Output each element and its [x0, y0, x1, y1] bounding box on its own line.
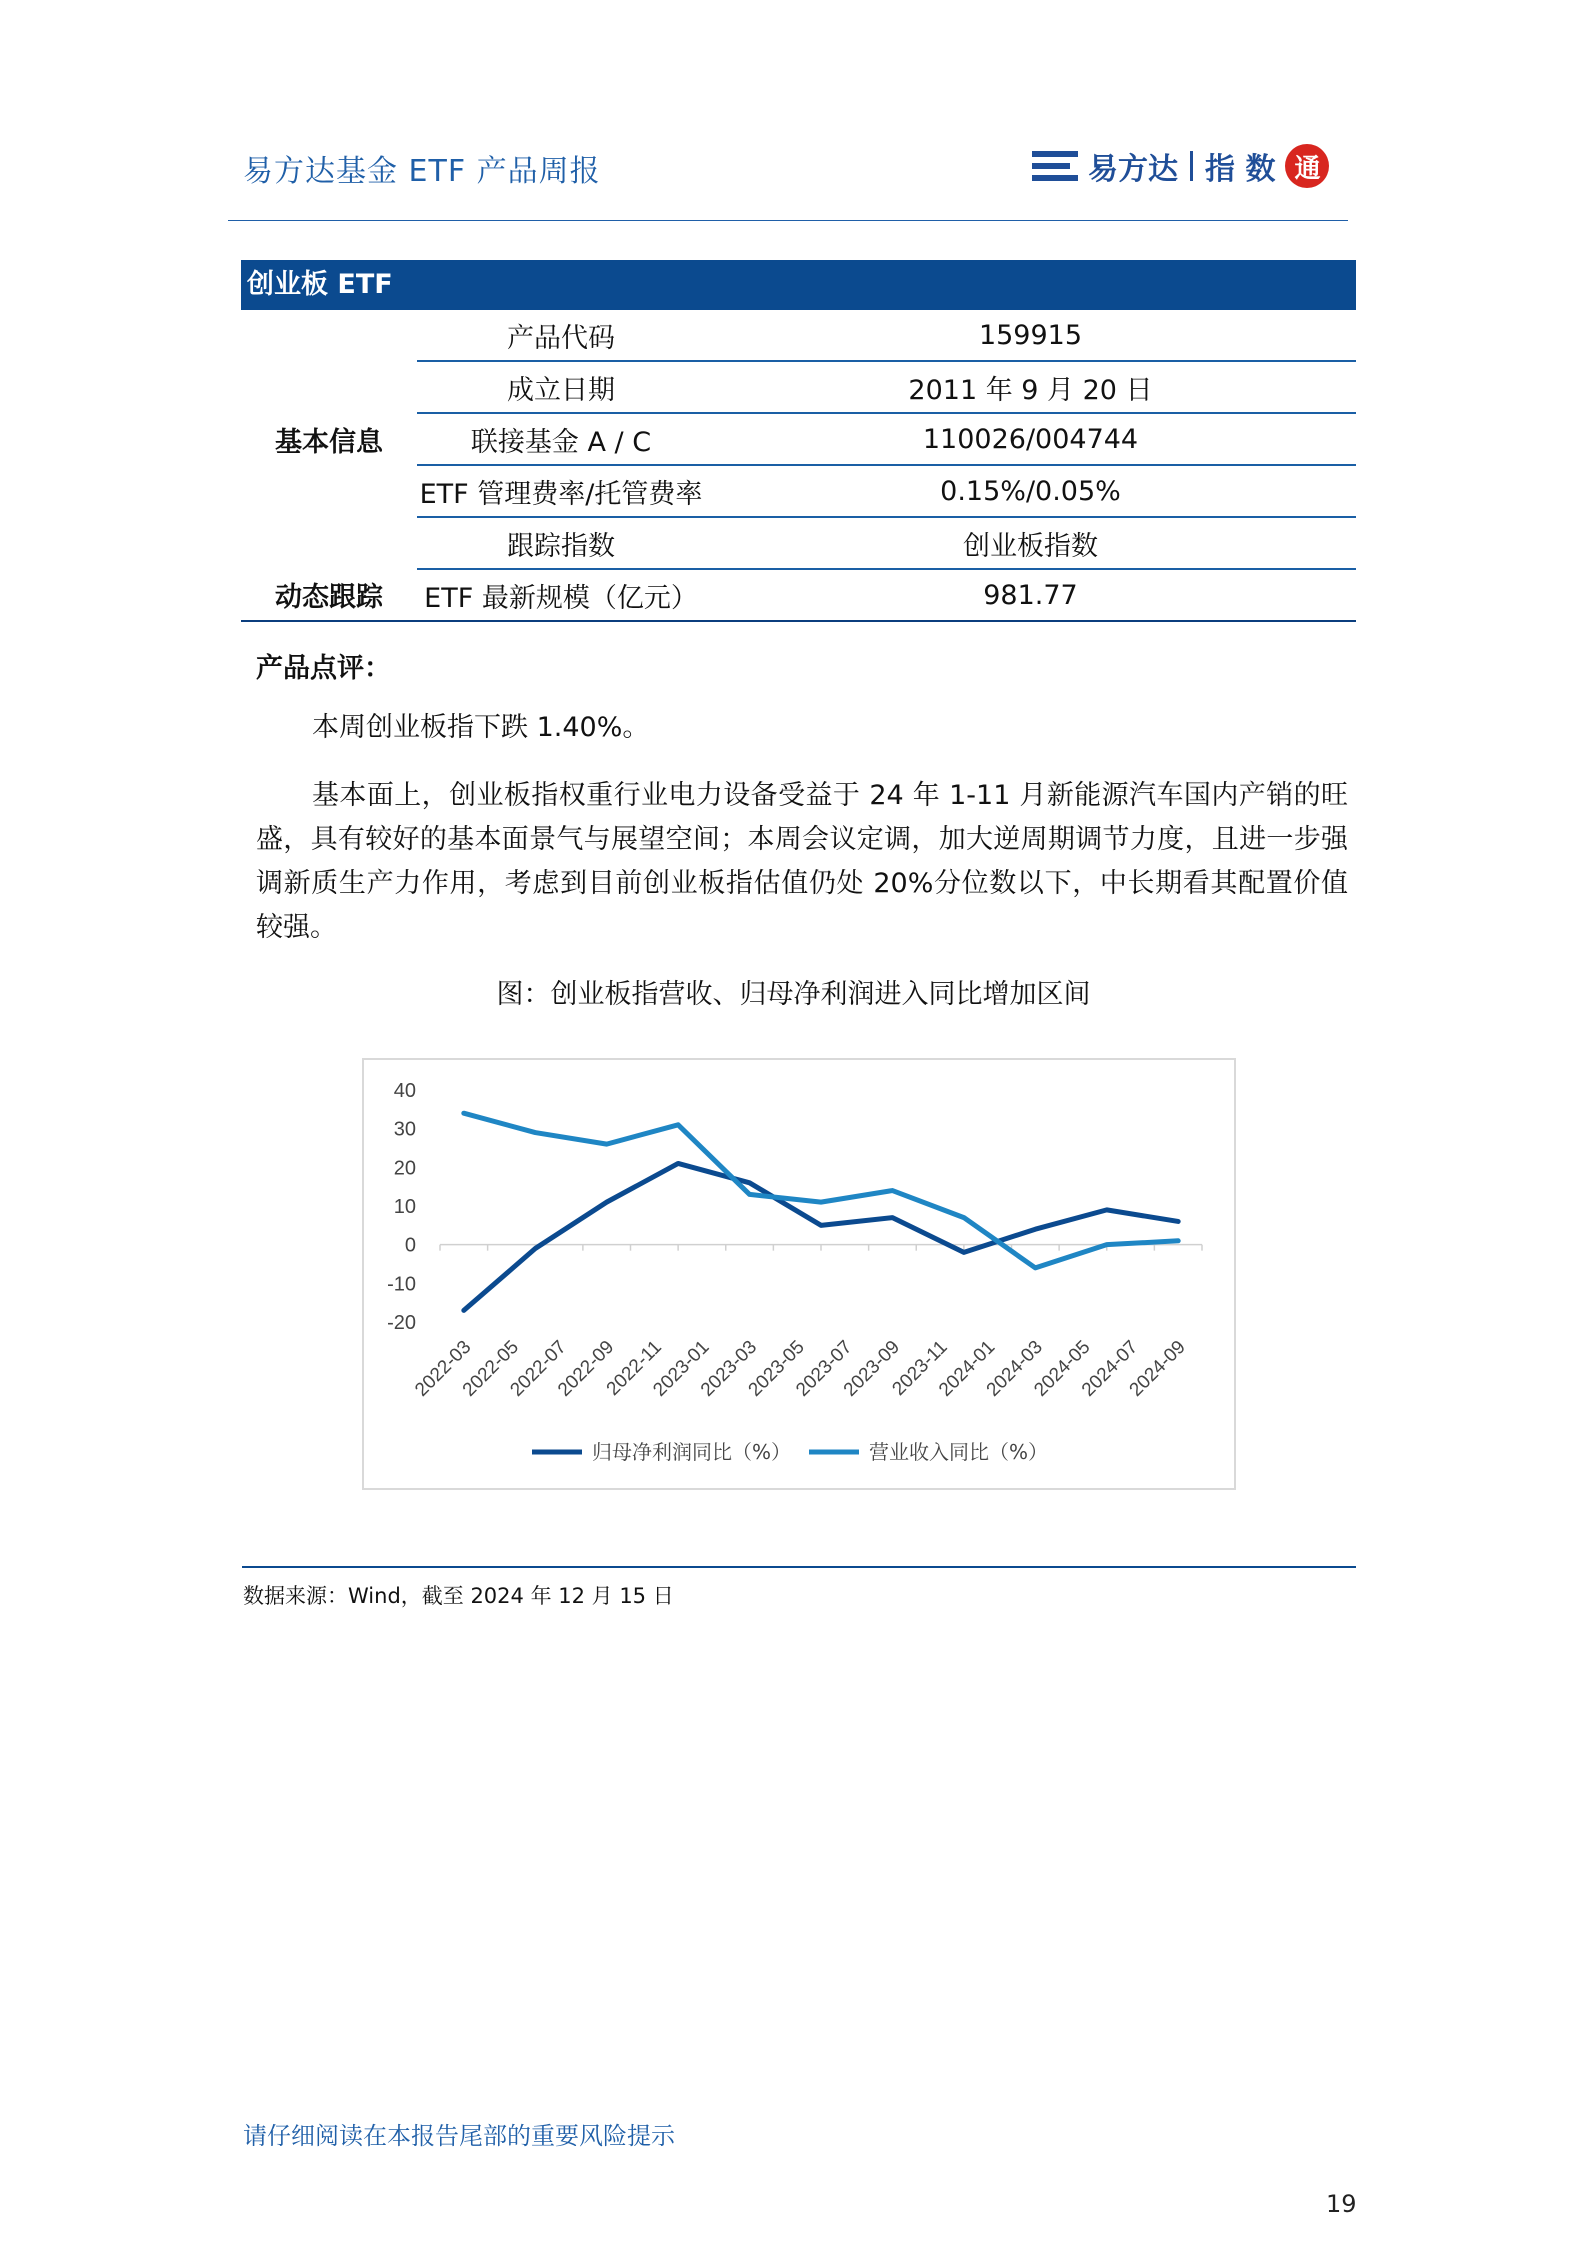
x-tick-label: 2024-05 [1030, 1336, 1095, 1401]
x-tick-label: 2022-07 [506, 1336, 571, 1401]
table-row [241, 310, 1356, 361]
group-dynamic-tracking: 动态跟踪 [241, 569, 417, 621]
row-label: 联接基金 A / C [417, 413, 705, 465]
chart-svg [364, 1060, 1234, 1488]
row-label: 跟踪指数 [417, 517, 705, 569]
data-source: 数据来源：Wind，截至 2024 年 12 月 15 日 [243, 1584, 674, 1608]
x-tick-label: 2022-03 [411, 1336, 476, 1401]
legend-label: 归母净利润同比（%） [592, 1440, 792, 1464]
row-value: 159915 [705, 310, 1356, 361]
brand-logo [1032, 138, 1329, 194]
logo-e-icon [1032, 149, 1078, 183]
series-line-net-profit [464, 1163, 1178, 1310]
x-tick-label: 2023-01 [649, 1336, 714, 1401]
y-tick-label: 40 [393, 1080, 416, 1102]
source-divider [242, 1566, 1356, 1568]
fund-info-table [241, 310, 1356, 622]
row-label: 产品代码 [417, 310, 705, 361]
risk-disclaimer: 请仔细阅读在本报告尾部的重要风险提示 [243, 2122, 675, 2150]
y-tick-label: 30 [393, 1118, 416, 1141]
line-chart [362, 1058, 1236, 1490]
x-tick-label: 2024-09 [1125, 1336, 1190, 1401]
row-label: 成立日期 [417, 361, 705, 413]
x-tick-label: 2022-05 [458, 1336, 523, 1401]
header-divider [228, 220, 1348, 221]
row-value: 110026/004744 [705, 413, 1356, 465]
x-tick-label: 2023-05 [744, 1336, 809, 1401]
x-tick-label: 2022-09 [554, 1336, 619, 1401]
y-tick-label: 10 [393, 1196, 416, 1218]
logo-seal-icon: 通 [1285, 144, 1329, 188]
y-tick-label: -20 [387, 1312, 416, 1334]
figure-title: 图：创业板指营收、归母净利润进入同比增加区间 [496, 979, 1091, 1010]
comment-paragraph-2: 基本面上，创业板指权重行业电力设备受益于 24 年 1-11 月新能源汽车国内产销的旺盛，具有较好的基本面景气与展望空间；本周会议定调，加大逆周期调节力度，且进一步强调新质生产力作用，考虑到目前创业板指估值仍处 20%分位数以下，中长期看其配置价值较强。 [256, 780, 1348, 943]
row-value: 0.15%/0.05% [705, 465, 1356, 517]
legend-label: 营业收入同比（%） [869, 1440, 1049, 1464]
logo-sub-text: 指 数 [1205, 152, 1276, 187]
comment-paragraph-1: 本周创业板指下跌 1.40%。 [312, 712, 650, 743]
x-tick-label: 2024-03 [982, 1336, 1047, 1401]
x-tick-label: 2022-11 [602, 1336, 666, 1400]
x-tick-label: 2023-07 [792, 1336, 857, 1401]
table-row [241, 569, 1356, 621]
row-value: 981.77 [705, 569, 1356, 621]
logo-brand-text: 易方达 [1088, 152, 1178, 187]
x-tick-label: 2024-01 [935, 1336, 1000, 1401]
comment-title: 产品点评： [256, 653, 391, 684]
x-tick-label: 2023-11 [888, 1336, 952, 1400]
x-tick-label: 2023-09 [839, 1336, 904, 1401]
section-header [241, 260, 1356, 310]
y-tick-label: 0 [404, 1234, 416, 1257]
group-basic-info: 基本信息 [275, 427, 383, 458]
report-title: 易方达基金 ETF 产品周报 [243, 154, 601, 189]
row-label: ETF 最新规模（亿元） [417, 569, 705, 621]
row-value: 创业板指数 [705, 517, 1356, 569]
row-label: ETF 管理费率/托管费率 [417, 465, 705, 517]
y-tick-label: 20 [393, 1157, 416, 1180]
x-tick-label: 2023-03 [696, 1336, 762, 1401]
x-tick-label: 2024-07 [1077, 1336, 1143, 1401]
section-title: 创业板 ETF [247, 269, 393, 300]
row-value: 2011 年 9 月 20 日 [705, 361, 1356, 413]
logo-separator [1190, 151, 1193, 181]
page-number: 19 [1326, 2190, 1357, 2218]
y-tick-label: -10 [387, 1273, 416, 1296]
